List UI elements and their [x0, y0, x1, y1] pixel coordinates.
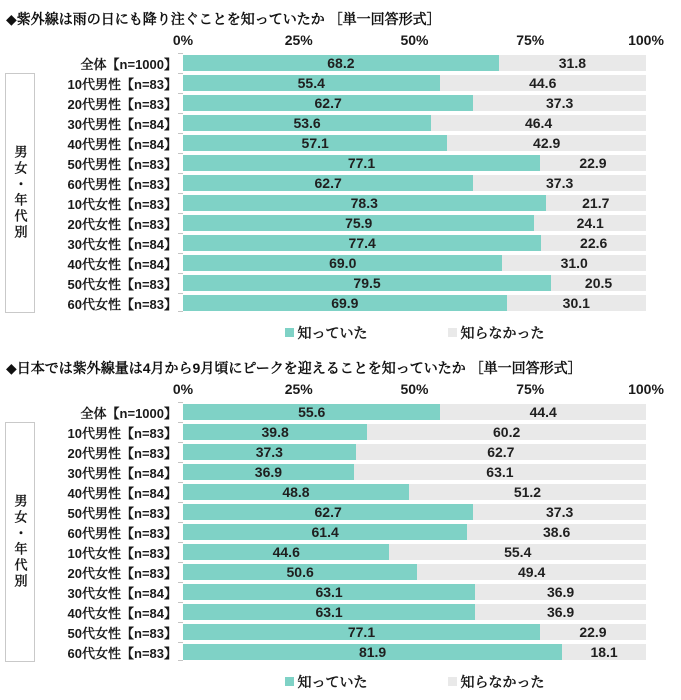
bar-segment-didnt: [389, 544, 646, 560]
bar-track: [183, 584, 646, 600]
bar-value: 36.9: [254, 464, 283, 480]
bar-track: [183, 544, 646, 560]
plot-area: [0, 402, 681, 662]
bar-track: [183, 175, 646, 191]
group-label: 男女・年代別: [12, 494, 28, 590]
bar-value: 46.4: [524, 115, 553, 131]
legend: [183, 673, 646, 690]
bar-segment-didnt: [367, 424, 646, 440]
legend: [183, 324, 646, 341]
bar-row: [0, 482, 681, 502]
bar-row: [0, 542, 681, 562]
bar-value: 37.3: [546, 95, 574, 111]
bar-row: [0, 602, 681, 622]
bar-segment-knew: [183, 135, 447, 151]
category-label: 50代女性【n=83】: [67, 625, 177, 641]
bar-segment-knew: [183, 55, 499, 71]
bar-segment-didnt: [507, 295, 646, 311]
bar-segment-knew: [183, 524, 467, 540]
category-label: 50代男性【n=83】: [67, 505, 177, 521]
chart-section-uv-peak-season: [0, 353, 681, 690]
bar-segment-knew: [183, 504, 473, 520]
bar-track: [183, 444, 646, 460]
bar-segment-knew: [183, 235, 541, 251]
bar-value: 20.5: [584, 275, 613, 291]
bar-segment-knew: [183, 564, 417, 580]
bar-value: 62.7: [314, 504, 342, 520]
bar-track: [183, 75, 646, 91]
bar-segment-didnt: [541, 235, 646, 251]
group-label-box: [5, 73, 35, 313]
bar-segment-knew: [183, 644, 562, 660]
bar-segment-didnt: [473, 504, 646, 520]
legend-swatch-knew: [285, 677, 294, 686]
legend-label: 知らなかった: [460, 324, 545, 341]
bar-row: [0, 173, 681, 193]
x-axis-tick: 75%: [516, 381, 545, 397]
bar-value: 79.5: [353, 275, 381, 291]
bar-track: [183, 155, 646, 171]
bar-segment-knew: [183, 195, 546, 211]
bar-row: [0, 153, 681, 173]
bar-track: [183, 115, 646, 131]
bar-segment-didnt: [356, 444, 646, 460]
x-axis: [172, 32, 664, 53]
bar-value: 50.6: [286, 564, 314, 580]
bar-value: 62.7: [314, 95, 342, 111]
bar-track: [183, 484, 646, 500]
legend-item: [448, 672, 545, 692]
x-axis: [172, 381, 664, 402]
bar-segment-knew: [183, 175, 473, 191]
bar-segment-didnt: [534, 215, 646, 231]
legend-swatch-didnt: [448, 677, 457, 686]
chart-title: ◆日本では紫外線量は4月から9月頃にピークを迎えることを知っていたか ［単一回答形式］: [6, 360, 582, 376]
bar-track: [183, 135, 646, 151]
bar-row: [0, 133, 681, 153]
bar-track: [183, 624, 646, 640]
legend-item: [448, 323, 545, 343]
category-label: 60代女性【n=83】: [67, 296, 177, 312]
bar-value: 36.9: [546, 604, 575, 620]
category-label: 60代男性【n=83】: [67, 525, 177, 541]
bar-segment-didnt: [473, 95, 646, 111]
x-axis-tick: 25%: [284, 32, 313, 48]
category-label: 40代女性【n=84】: [67, 256, 177, 272]
category-label: 30代男性【n=84】: [67, 465, 177, 481]
bar-track: [183, 235, 646, 251]
bar-value: 68.2: [327, 55, 355, 71]
bar-segment-didnt: [354, 464, 646, 480]
category-label: 50代男性【n=83】: [67, 156, 177, 172]
category-label: 30代女性【n=84】: [67, 585, 177, 601]
bar-segment-didnt: [540, 155, 646, 171]
bar-segment-didnt: [546, 195, 646, 211]
category-label: 10代女性【n=83】: [67, 196, 177, 212]
bar-value: 31.0: [560, 255, 588, 271]
bar-segment-knew: [183, 75, 440, 91]
bar-row: [0, 293, 681, 313]
category-label: 40代男性【n=84】: [67, 136, 177, 152]
legend-item: [285, 323, 368, 343]
bar-value: 36.9: [546, 584, 575, 600]
bar-value: 77.1: [347, 155, 376, 171]
category-label: 40代男性【n=84】: [67, 485, 177, 501]
category-label: 10代女性【n=83】: [67, 545, 177, 561]
legend-label: 知っていた: [297, 324, 368, 341]
bar-segment-didnt: [540, 624, 646, 640]
bar-segment-didnt: [431, 115, 646, 131]
bar-segment-didnt: [551, 275, 646, 291]
bar-segment-knew: [183, 115, 431, 131]
bar-segment-didnt: [447, 135, 646, 151]
bar-row: [0, 233, 681, 253]
bar-value: 49.4: [518, 564, 546, 580]
legend-swatch-didnt: [448, 328, 457, 337]
bar-segment-didnt: [473, 175, 646, 191]
bar-segment-didnt: [440, 75, 646, 91]
category-label: 30代女性【n=84】: [67, 236, 177, 252]
bar-rows: [0, 53, 681, 313]
legend-swatch-knew: [285, 328, 294, 337]
x-axis-tick: 50%: [400, 381, 429, 397]
category-label: 40代女性【n=84】: [67, 605, 177, 621]
bar-value: 55.4: [504, 544, 532, 560]
bar-row: [0, 522, 681, 542]
bar-row: [0, 442, 681, 462]
bar-row: [0, 113, 681, 133]
category-label: 20代男性【n=83】: [67, 96, 177, 112]
bar-value: 44.4: [529, 404, 557, 420]
bar-value: 55.4: [297, 75, 325, 91]
bar-value: 48.8: [282, 484, 310, 500]
category-label: 60代男性【n=83】: [67, 176, 177, 192]
bar-value: 44.6: [272, 544, 300, 560]
category-label: 全体【n=1000】: [80, 405, 177, 421]
bar-track: [183, 255, 646, 271]
legend-label: 知っていた: [297, 673, 368, 690]
bar-row: [0, 213, 681, 233]
bar-segment-knew: [183, 295, 507, 311]
bar-track: [183, 604, 646, 620]
bar-row: [0, 642, 681, 662]
bar-value: 77.4: [348, 235, 376, 251]
bar-track: [183, 424, 646, 440]
bar-value: 81.9: [358, 644, 387, 660]
bar-value: 30.1: [562, 295, 590, 311]
bar-value: 69.9: [331, 295, 359, 311]
bar-track: [183, 464, 646, 480]
x-axis-tick: 75%: [516, 32, 545, 48]
bar-segment-knew: [183, 424, 367, 440]
bar-value: 39.8: [261, 424, 289, 440]
bar-value: 63.1: [315, 604, 343, 620]
bar-track: [183, 504, 646, 520]
bar-segment-knew: [183, 604, 475, 620]
bar-segment-didnt: [475, 604, 646, 620]
group-label-box: [5, 422, 35, 662]
bar-track: [183, 95, 646, 111]
bar-track: [183, 564, 646, 580]
bar-segment-didnt: [467, 524, 646, 540]
bar-row: [0, 502, 681, 522]
bar-value: 51.2: [513, 484, 542, 500]
bar-value: 37.3: [255, 444, 283, 460]
bar-track: [183, 195, 646, 211]
bar-segment-didnt: [409, 484, 646, 500]
bar-row: [0, 273, 681, 293]
bar-value: 60.2: [493, 424, 521, 440]
chart-section-rainy-day-uv: [0, 4, 681, 341]
bar-value: 55.6: [298, 404, 326, 420]
plot-area: [0, 53, 681, 313]
bar-segment-didnt: [417, 564, 646, 580]
chart-title: ◆紫外線は雨の日にも降り注ぐことを知っていたか ［単一回答形式］: [6, 11, 441, 27]
bar-value: 22.6: [580, 235, 608, 251]
bar-segment-knew: [183, 215, 534, 231]
category-label: 50代女性【n=83】: [67, 276, 177, 292]
bar-segment-didnt: [475, 584, 646, 600]
bar-track: [183, 55, 646, 71]
legend-item: [285, 672, 368, 692]
bar-value: 53.6: [293, 115, 321, 131]
bar-segment-knew: [183, 484, 409, 500]
bar-segment-knew: [183, 444, 356, 460]
x-axis-tick: 0%: [172, 381, 194, 397]
bar-segment-knew: [183, 464, 354, 480]
bar-value: 77.1: [347, 624, 376, 640]
bar-track: [183, 644, 646, 660]
bar-segment-didnt: [440, 404, 646, 420]
category-label: 30代男性【n=84】: [67, 116, 177, 132]
bar-row: [0, 73, 681, 93]
bar-value: 22.9: [579, 155, 607, 171]
legend-label: 知らなかった: [460, 673, 545, 690]
bar-value: 37.3: [546, 175, 574, 191]
bar-track: [183, 215, 646, 231]
bar-segment-didnt: [502, 255, 646, 271]
bar-track: [183, 275, 646, 291]
bar-value: 31.8: [558, 55, 586, 71]
category-label: 20代女性【n=83】: [67, 216, 177, 232]
bar-value: 21.7: [582, 195, 610, 211]
bar-value: 61.4: [311, 524, 339, 540]
bar-row: [0, 53, 681, 73]
bar-row: [0, 422, 681, 442]
x-axis-tick: 25%: [284, 381, 313, 397]
bar-segment-didnt: [499, 55, 646, 71]
bar-segment-knew: [183, 155, 540, 171]
bar-value: 37.3: [546, 504, 574, 520]
bar-row: [0, 402, 681, 422]
bar-value: 42.9: [533, 135, 561, 151]
bar-segment-knew: [183, 404, 440, 420]
category-label: 10代男性【n=83】: [67, 425, 177, 441]
bar-value: 62.7: [314, 175, 342, 191]
x-axis-tick: 100%: [628, 32, 664, 48]
bar-value: 63.1: [486, 464, 514, 480]
bar-track: [183, 524, 646, 540]
bar-row: [0, 253, 681, 273]
bar-segment-knew: [183, 624, 540, 640]
x-axis-tick: 50%: [400, 32, 429, 48]
category-label: 全体【n=1000】: [80, 56, 177, 72]
category-label: 20代女性【n=83】: [67, 565, 177, 581]
bar-segment-knew: [183, 95, 473, 111]
category-label: 10代男性【n=83】: [67, 76, 177, 92]
bar-value: 57.1: [301, 135, 329, 151]
bar-row: [0, 462, 681, 482]
group-label: 男女・年代別: [12, 145, 28, 241]
bar-segment-knew: [183, 584, 475, 600]
bar-segment-knew: [183, 544, 389, 560]
category-label: 60代女性【n=83】: [67, 645, 177, 661]
bar-track: [183, 295, 646, 311]
bar-row: [0, 622, 681, 642]
bar-row: [0, 193, 681, 213]
bar-value: 78.3: [350, 195, 378, 211]
category-label: 20代男性【n=83】: [67, 445, 177, 461]
bar-value: 44.6: [529, 75, 557, 91]
bar-track: [183, 404, 646, 420]
bar-segment-knew: [183, 255, 502, 271]
bar-row: [0, 562, 681, 582]
x-axis-tick: 100%: [628, 381, 664, 397]
bar-value: 22.9: [579, 624, 607, 640]
bar-value: 75.9: [345, 215, 373, 231]
bar-rows: [0, 402, 681, 662]
bar-row: [0, 93, 681, 113]
bar-value: 69.0: [329, 255, 357, 271]
bar-value: 18.1: [590, 644, 618, 660]
bar-value: 62.7: [487, 444, 515, 460]
bar-segment-knew: [183, 275, 551, 291]
bar-segment-didnt: [562, 644, 646, 660]
bar-row: [0, 582, 681, 602]
x-axis-tick: 0%: [172, 32, 194, 48]
bar-value: 38.6: [543, 524, 571, 540]
bar-value: 63.1: [315, 584, 343, 600]
bar-value: 24.1: [576, 215, 604, 231]
